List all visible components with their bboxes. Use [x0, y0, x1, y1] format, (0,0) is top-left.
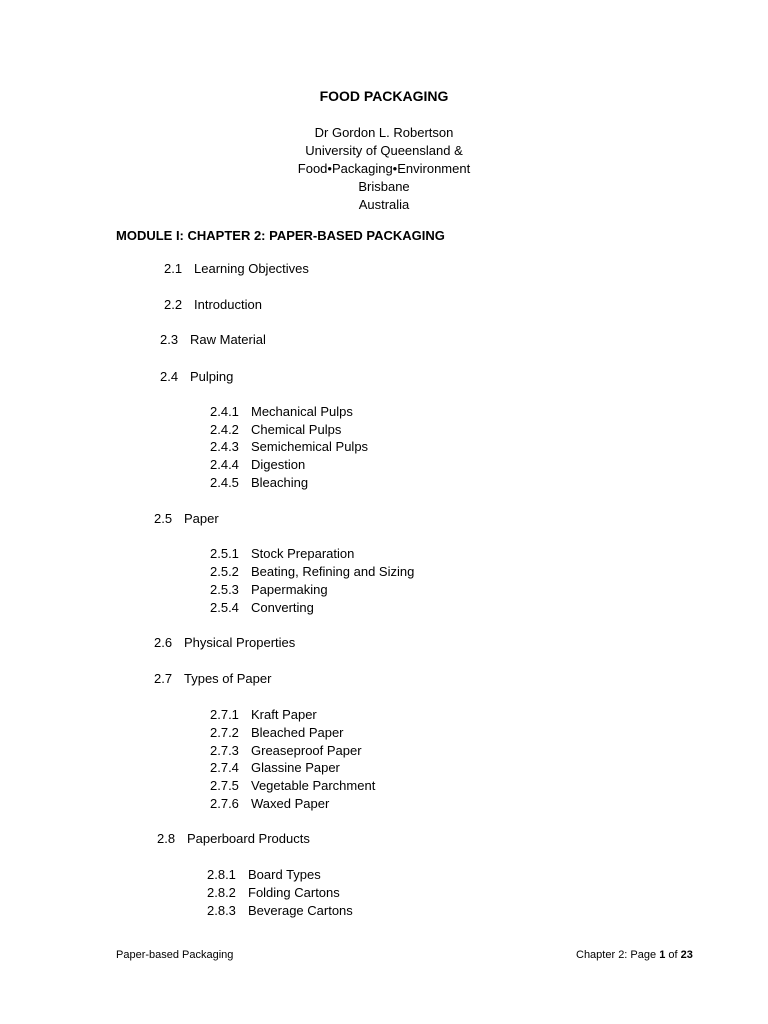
toc-number: 2.8.3	[207, 903, 236, 918]
author-organization: Food•Packaging•Environment	[297, 161, 471, 176]
toc-text: Kraft Paper	[251, 707, 317, 722]
toc-number: 2.4.1	[210, 404, 239, 419]
toc-subentry	[210, 564, 414, 579]
toc-text: Glassine Paper	[251, 760, 340, 775]
toc-number: 2.4	[160, 369, 179, 384]
toc-subentry	[210, 457, 305, 472]
toc-entry	[164, 297, 262, 312]
toc-text: Vegetable Parchment	[251, 778, 376, 793]
footer-page-current: 1	[659, 949, 666, 961]
toc-text: Types of Paper	[184, 671, 272, 686]
toc-number: 2.4.2	[210, 422, 239, 437]
toc-number: 2.5	[154, 511, 173, 526]
toc-subentry	[210, 475, 308, 490]
toc-subentry	[210, 439, 368, 454]
toc-subentry	[210, 778, 375, 793]
toc-number: 2.8.2	[207, 885, 236, 900]
toc-text: Learning Objectives	[194, 261, 309, 276]
toc-text: Physical Properties	[184, 635, 296, 650]
toc-text: Stock Preparation	[251, 546, 355, 561]
toc-number: 2.7.5	[210, 778, 239, 793]
toc-number: 2.5.4	[210, 600, 239, 615]
toc-number: 2.7.1	[210, 707, 239, 722]
toc-number: 2.4.5	[210, 475, 239, 490]
toc-text: Digestion	[251, 457, 306, 472]
toc-subentry	[210, 725, 344, 740]
toc-subentry	[210, 404, 353, 419]
toc-number: 2.2	[164, 297, 183, 312]
toc-text: Beverage Cartons	[248, 903, 353, 918]
toc-subentry	[207, 903, 353, 918]
toc-subentry	[210, 707, 317, 722]
toc-entry	[154, 671, 271, 686]
toc-entry	[160, 332, 266, 347]
toc-number: 2.1	[164, 261, 183, 276]
toc-entry	[157, 831, 310, 846]
document-title: FOOD PACKAGING	[319, 88, 449, 104]
toc-text: Bleaching	[251, 475, 309, 490]
toc-subentry	[207, 885, 340, 900]
author-city: Brisbane	[358, 179, 410, 194]
toc-text: Converting	[251, 600, 314, 615]
footer-page-prefix: Chapter 2: Page	[576, 949, 657, 961]
toc-subentry	[207, 867, 321, 882]
toc-text: Pulping	[190, 369, 234, 384]
toc-text: Beating, Refining and Sizing	[251, 564, 415, 579]
toc-number: 2.7.6	[210, 796, 239, 811]
toc-number: 2.5.3	[210, 582, 239, 597]
toc-entry	[160, 369, 233, 384]
footer-page-number	[576, 949, 693, 961]
author-country: Australia	[358, 197, 410, 212]
author-name: Dr Gordon L. Robertson	[314, 125, 454, 140]
toc-number: 2.4.3	[210, 439, 239, 454]
toc-subentry	[210, 760, 340, 775]
toc-number: 2.8	[157, 831, 176, 846]
toc-number: 2.8.1	[207, 867, 236, 882]
footer-page-total: 23	[680, 949, 693, 961]
toc-text: Chemical Pulps	[251, 422, 342, 437]
toc-subentry	[210, 582, 328, 597]
author-block	[0, 124, 768, 214]
toc-entry	[164, 261, 309, 276]
toc-subentry	[210, 422, 341, 437]
toc-text: Papermaking	[251, 582, 328, 597]
toc-text: Greaseproof Paper	[251, 743, 362, 758]
toc-text: Waxed Paper	[251, 796, 330, 811]
toc-subentry	[210, 796, 329, 811]
toc-text: Mechanical Pulps	[251, 404, 353, 419]
module-heading: MODULE I: CHAPTER 2: PAPER-BASED PACKAGING	[116, 228, 445, 243]
toc-text: Bleached Paper	[251, 725, 344, 740]
toc-text: Paper	[184, 511, 219, 526]
toc-subentry	[210, 743, 362, 758]
footer-left: Paper-based Packaging	[116, 949, 234, 961]
toc-text: Folding Cartons	[248, 885, 340, 900]
author-affiliation: University of Queensland &	[305, 143, 463, 158]
toc-number: 2.7.3	[210, 743, 239, 758]
toc-text: Semichemical Pulps	[251, 439, 369, 454]
toc-subentry	[210, 600, 314, 615]
footer-page-of: of	[668, 949, 678, 961]
toc-text: Raw Material	[190, 332, 266, 347]
toc-entry	[154, 511, 219, 526]
toc-number: 2.3	[160, 332, 179, 347]
toc-entry	[154, 635, 295, 650]
toc-number: 2.7	[154, 671, 173, 686]
toc-number: 2.5.2	[210, 564, 239, 579]
toc-number: 2.7.4	[210, 760, 239, 775]
toc-number: 2.6	[154, 635, 173, 650]
toc-number: 2.5.1	[210, 546, 239, 561]
toc-subentry	[210, 546, 354, 561]
toc-text: Board Types	[248, 867, 321, 882]
toc-text: Paperboard Products	[187, 831, 310, 846]
toc-text: Introduction	[194, 297, 262, 312]
toc-number: 2.7.2	[210, 725, 239, 740]
toc-number: 2.4.4	[210, 457, 239, 472]
